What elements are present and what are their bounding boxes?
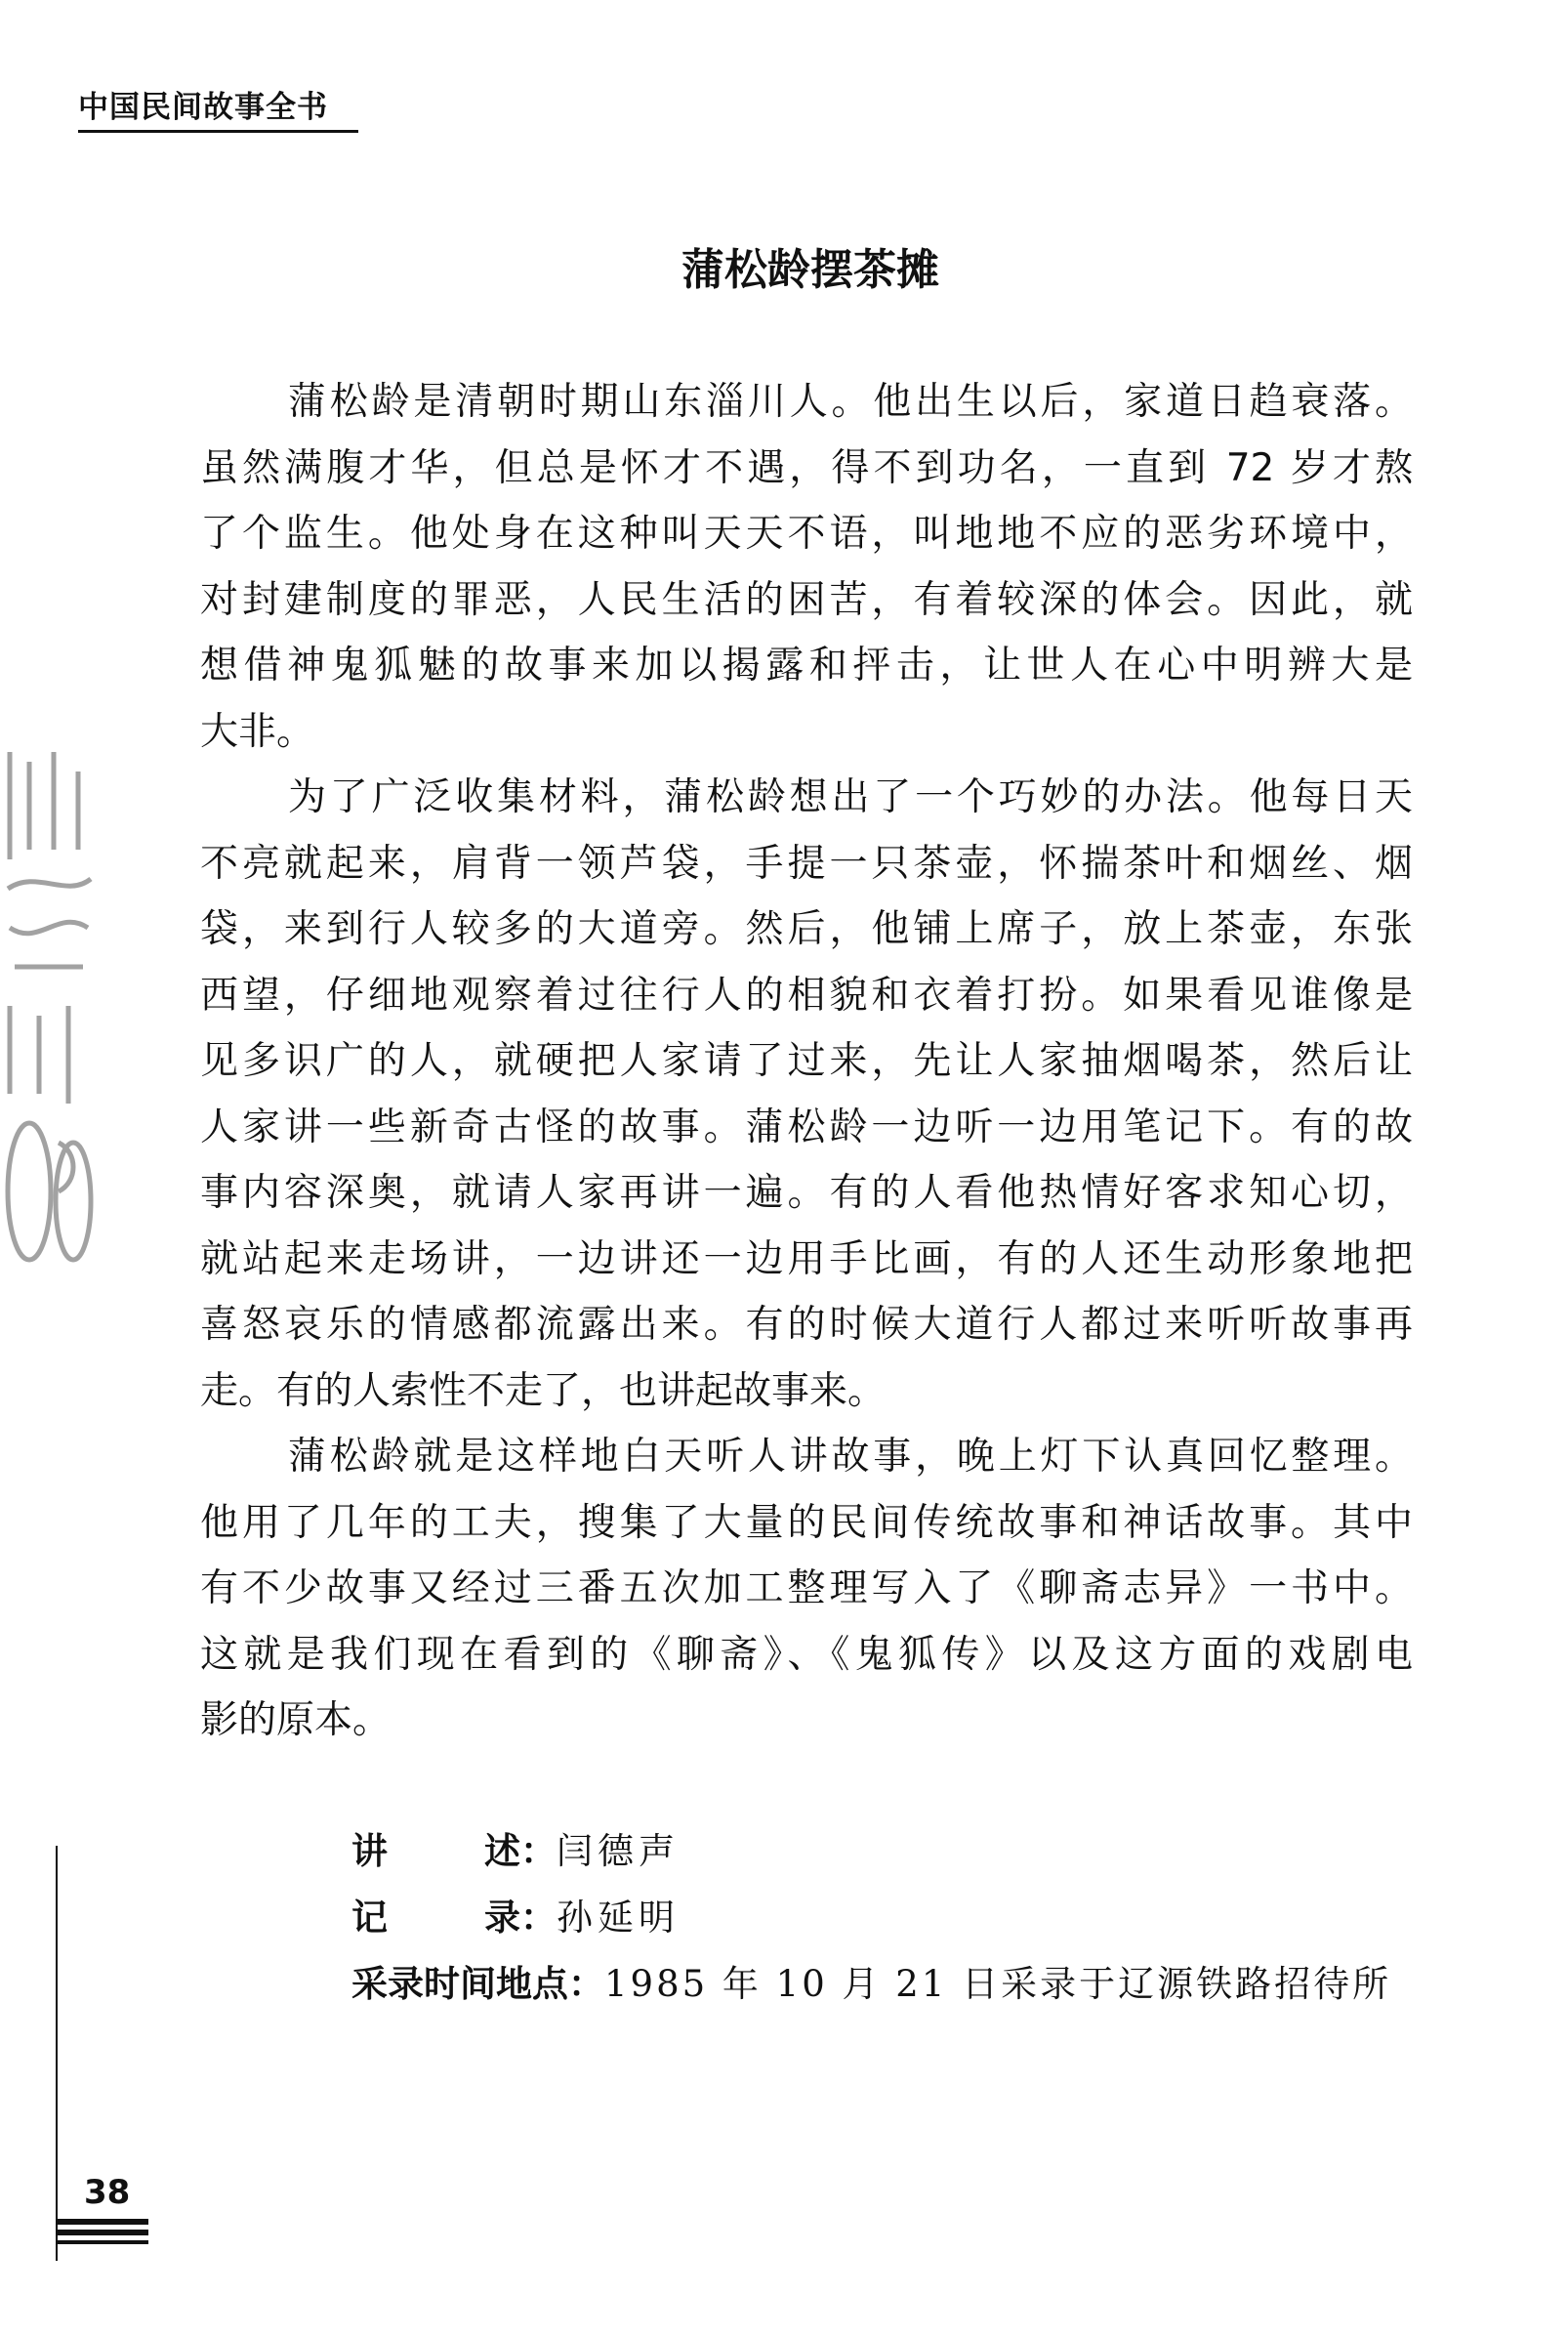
label-part: 记 (351, 1897, 388, 1939)
text-line: 蒲松龄是清朝时期山东淄川人。他出生以后，家道日趋衰落。 (288, 380, 1413, 424)
text-line: 见多识广的人，就硬把人家请了过来，先让人家抽烟喝茶，然后让 (200, 1039, 1413, 1083)
footer-bar (56, 2219, 148, 2225)
narrator-credit (351, 1818, 1416, 1885)
story-body (200, 369, 1413, 1754)
story-title: 蒲松龄摆茶摊 (681, 245, 939, 295)
text-line: 了个监生。他处身在这种叫天天不语，叫地地不应的恶劣环境中， (200, 512, 1413, 556)
label-part: 录： (484, 1897, 557, 1939)
decorative-pattern-image (0, 732, 98, 1309)
text-line: 他用了几年的工夫，搜集了大量的民间传统故事和神话故事。其中 (200, 1500, 1413, 1545)
recorder-name: 孙延明 (557, 1897, 680, 1939)
text-line: 这就是我们现在看到的《聊斋》、《鬼狐传》以及这方面的戏剧电 (200, 1632, 1413, 1677)
text-line: 就站起来走场讲，一边讲还一边用手比画，有的人还生动形象地把 (200, 1236, 1413, 1281)
text-line: 蒲松龄就是这样地白天听人讲故事，晚上灯下认真回忆整理。 (288, 1435, 1413, 1479)
text-line: 走。有的人索性不走了，也讲起故事来。 (200, 1368, 887, 1413)
text-line: 西望，仔细地观察着过往行人的相貌和衣着打扮。如果看见谁像是 (200, 973, 1413, 1018)
text-line: 不亮就起来，肩背一领芦袋，手提一只茶壶，怀揣茶叶和烟丝、烟 (200, 841, 1413, 886)
text-line: 事内容深奥，就请人家再讲一遍。有的人看他热情好客求知心切， (200, 1171, 1413, 1215)
recorder-credit (351, 1885, 1416, 1951)
time-place-credit (351, 1951, 1416, 2018)
credits (351, 1818, 1416, 2018)
text-line: 对封建制度的罪恶，人民生活的困苦，有着较深的体会。因此，就 (200, 577, 1413, 622)
margin-rule (56, 1846, 58, 2261)
text-line: 虽然满腹才华，但总是怀才不遇，得不到功名，一直到 72 岁才熬 (200, 445, 1413, 490)
narrator-label (351, 1818, 557, 1885)
time-place-label: 采录时间地点： (351, 1963, 604, 2005)
page-number: 38 (84, 2173, 131, 2212)
text-line: 喜怒哀乐的情感都流露出来。有的时候大道行人都过来听听故事再 (200, 1303, 1413, 1347)
text-line: 有不少故事又经过三番五次加工整理写入了《聊斋志异》一书中。 (200, 1566, 1413, 1610)
label-part: 讲 (351, 1830, 388, 1872)
text-line: 袋，来到行人较多的大道旁。然后，他铺上席子，放上茶壶，东张 (200, 907, 1413, 951)
text-line: 影的原本。 (200, 1698, 392, 1742)
footer-bar (56, 2230, 148, 2235)
narrator-name: 闫德声 (557, 1830, 680, 1872)
text-line: 人家讲一些新奇古怪的故事。蒲松龄一边听一边用笔记下。有的故 (200, 1105, 1413, 1149)
text-line: 为了广泛收集材料，蒲松龄想出了一个巧妙的办法。他每日天 (288, 775, 1413, 819)
running-header: 中国民间故事全书 (78, 82, 358, 133)
footer-bar (56, 2240, 148, 2244)
text-line: 大非。 (200, 709, 315, 754)
label-part: 述： (484, 1830, 557, 1872)
time-place-value: 1985 年 10 月 21 日采录于辽源铁路招待所 (604, 1963, 1392, 2005)
text-line: 想借神鬼狐魅的故事来加以揭露和抨击，让世人在心中明辨大是 (200, 644, 1413, 688)
recorder-label (351, 1885, 557, 1951)
